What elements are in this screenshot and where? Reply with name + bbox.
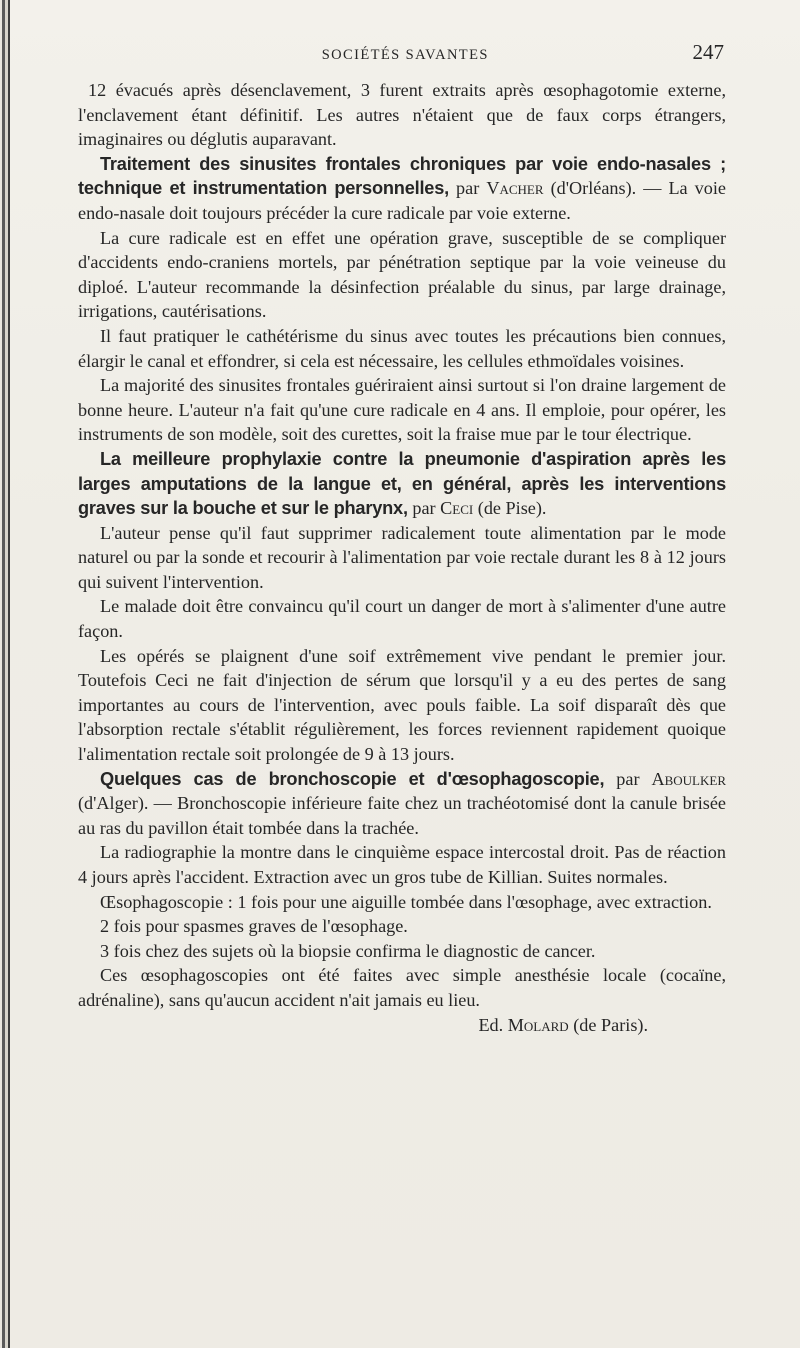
signature [78,1013,726,1038]
byline-word: par [456,178,480,199]
paragraph: Il faut pratiquer le cathétérisme du sinus avec toutes les précautions bien connues, élargir le canal et effondrer, si cela est nécessaire, les cellules ethmoïdales voisines. [78,325,726,371]
book-page [10,0,800,1348]
author-vacher: Vacher [486,178,544,199]
running-title: SOCIÉTÉS SAVANTES [321,47,489,63]
paragraph: 3 fois chez des sujets où la biopsie confirma le diagnostic de cancer. [100,940,596,961]
section-title-bronchoscopie: Quelques cas de bronchoscopie et d'œsophagoscopie, [100,768,605,789]
paragraph-sinusites [78,152,726,226]
paragraph-text: (d'Orléans). — La voie endo-nasale doit toujours précéder la cure radicale par voie externe. [78,178,726,223]
section-title-prophylaxie: La meilleure prophylaxie contre la pneumonie d'aspiration après les larges amputations de la langue et, en général, après les interventions graves sur la bouche et sur le pharynx, [78,448,726,519]
paragraph: 2 fois pour spasmes graves de l'œsophage. [100,916,408,937]
paragraph: L'auteur pense qu'il faut supprimer radicalement toute alimentation par le mode naturel ou par la sonde et recourir à l'alimentation par voie rectale durant les 8 à 12 jours qui suivent l'intervention. [78,522,726,592]
section-title-sinusites: Traitement des sinusites frontales chroniques par voie endo-nasales ; technique et instrumentation personnelles, [78,153,726,199]
page-content [78,40,726,1037]
byline-word: par [412,498,436,519]
signature-name: Molard [507,1014,569,1035]
author-ceci: Ceci [440,498,474,519]
author-aboulker: Aboulker [651,768,726,789]
paragraph: Le malade doit être convaincu qu'il court un danger de mort à s'alimenter d'une autre façon. [78,596,726,642]
running-head [78,40,726,72]
signature-initial: Ed. [478,1014,504,1035]
paragraph: Les opérés se plaignent d'une soif extrêmement vive pendant le premier jour. Toutefois Ceci ne fait d'injection de sérum que lorsqu'il y a eu des pertes de sang importantes au cours de l'intervention, avec pouls faible. La soif disparaît dès que l'absorption rectale s'établit régulièrement, les forces reviennent rapidement quoique l'alimentation rectale soit prolongée de 9 à 13 jours. [78,645,726,765]
byline-word: par [616,768,640,789]
paragraph: Ces œsophagoscopies ont été faites avec simple anesthésie locale (cocaïne, adrénaline), sans qu'aucun accident n'ait jamais eu lieu. [78,965,726,1010]
paragraph-prophylaxie [78,447,726,521]
page-number: 247 [692,40,724,64]
signature-place: (de Paris). [573,1014,648,1035]
paragraph-bronchoscopie [78,767,726,841]
paragraph-continuation: 12 évacués après désenclavement, 3 furent extraits après œsophagotomie externe, l'enclavement étant définitif. Les autres n'étaient que de faux corps étrangers, imaginaires ou déglutis auparavant. [78,80,726,150]
paragraph: La majorité des sinusites frontales guériraient ainsi surtout si l'on draine largement de bonne heure. L'auteur n'a fait qu'une cure radicale en 4 ans. Il emploie, pour opérer, les instruments de son modèle, soit des curettes, soit la fraise mue par le tour électrique. [78,375,726,445]
paragraph-text: (de Pise). [477,498,547,519]
paragraph: La cure radicale est en effet une opération grave, susceptible de se compliquer d'accidents endo-craniens mortels, par pénétration septique par la voie veineuse du diploé. L'auteur recommande la désinfection préalable du sinus, par large drainage, irrigations, cautérisations. [78,227,726,322]
paragraph: La radiographie la montre dans le cinquième espace intercostal droit. Pas de réaction 4 jours après l'accident. Extraction avec un gros tube de Killian. Suites normales. [78,842,726,887]
paragraph: Œsophagoscopie : 1 fois pour une aiguille tombée dans l'œsophage, avec extraction. [100,891,712,912]
paragraph-text: (d'Alger). — Bronchoscopie inférieure faite chez un trachéotomisé dont la canule brisée au ras du pavillon était tombée dans la trachée. [78,793,726,838]
